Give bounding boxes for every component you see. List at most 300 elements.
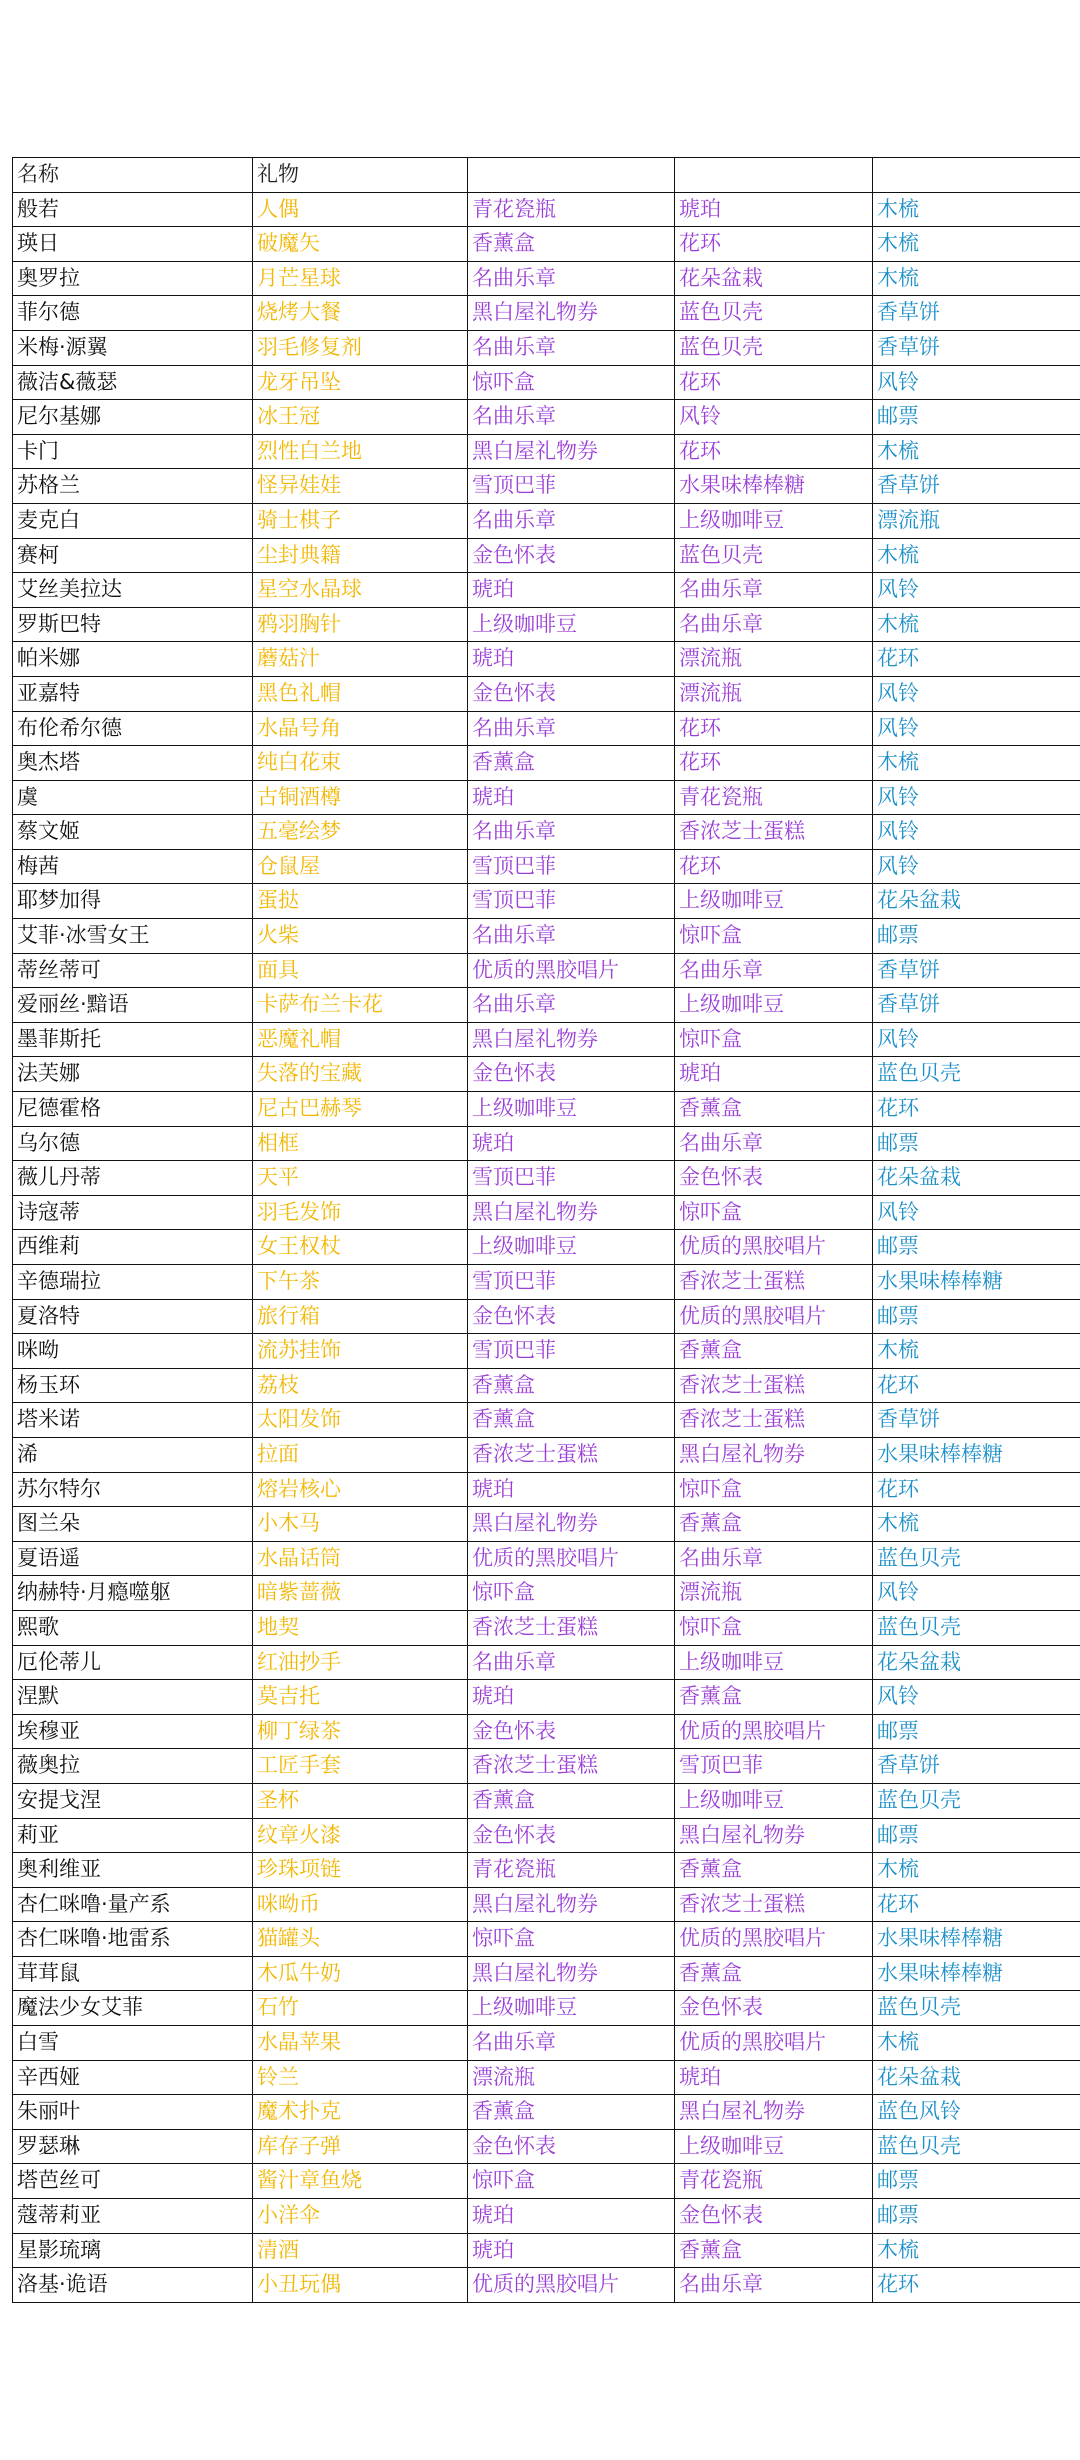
character-name-cell: 罗瑟琳 [13, 2129, 253, 2164]
exclusive-gift-cell: 木瓜牛奶 [253, 1956, 468, 1991]
character-name-cell: 辛西娅 [13, 2060, 253, 2095]
table-row [13, 815, 1080, 850]
table-row [13, 1161, 1080, 1196]
table-row [13, 1645, 1080, 1680]
character-name-cell: 西维莉 [13, 1230, 253, 1265]
gift-cell-2: 香薰盒 [468, 1783, 675, 1818]
exclusive-gift-cell: 相框 [253, 1126, 468, 1161]
gift-cell-2: 雪顶巴菲 [468, 469, 675, 504]
table-row [13, 2164, 1080, 2199]
character-name-cell: 埃穆亚 [13, 1714, 253, 1749]
gift-cell-2: 名曲乐章 [468, 988, 675, 1023]
exclusive-gift-cell: 小丑玩偶 [253, 2268, 468, 2303]
gift-cell-4: 邮票 [873, 1299, 1080, 1334]
character-name-cell: 魔法少女艾菲 [13, 1991, 253, 2026]
gift-cell-3: 香薰盒 [675, 1092, 873, 1127]
character-name-cell: 耶梦加得 [13, 884, 253, 919]
gift-cell-4: 水果味棒棒糖 [873, 1956, 1080, 1991]
gift-cell-3: 黑白屋礼物券 [675, 1437, 873, 1472]
table-row [13, 469, 1080, 504]
character-name-cell: 亚嘉特 [13, 676, 253, 711]
exclusive-gift-cell: 羽毛发饰 [253, 1195, 468, 1230]
gift-cell-4: 邮票 [873, 2199, 1080, 2234]
gift-cell-2: 琥珀 [468, 2199, 675, 2234]
character-name-cell: 杏仁咪噜·地雷系 [13, 1922, 253, 1957]
gift-cell-4: 邮票 [873, 919, 1080, 954]
gift-cell-2: 优质的黑胶唱片 [468, 953, 675, 988]
gift-cell-2: 青花瓷瓶 [468, 192, 675, 227]
gift-cell-3: 花朵盆栽 [675, 261, 873, 296]
character-name-cell: 熙歌 [13, 1610, 253, 1645]
gift-cell-3: 蓝色贝壳 [675, 296, 873, 331]
gift-cell-4: 木梳 [873, 607, 1080, 642]
character-name-cell: 薇儿丹蒂 [13, 1161, 253, 1196]
gift-cell-3: 漂流瓶 [675, 642, 873, 677]
gift-cell-4: 水果味棒棒糖 [873, 1265, 1080, 1300]
exclusive-gift-cell: 红油抄手 [253, 1645, 468, 1680]
gift-cell-4: 风铃 [873, 815, 1080, 850]
table-row [13, 642, 1080, 677]
exclusive-gift-cell: 烈性白兰地 [253, 434, 468, 469]
table-row [13, 884, 1080, 919]
exclusive-gift-cell: 尼古巴赫琴 [253, 1092, 468, 1127]
exclusive-gift-cell: 蘑菇汁 [253, 642, 468, 677]
gift-cell-4: 风铃 [873, 1195, 1080, 1230]
gift-cell-3: 优质的黑胶唱片 [675, 1922, 873, 1957]
gift-cell-4: 风铃 [873, 711, 1080, 746]
table-row [13, 1265, 1080, 1300]
gift-cell-4: 花环 [873, 642, 1080, 677]
character-name-cell: 米梅·源翼 [13, 330, 253, 365]
gift-cell-3: 金色怀表 [675, 1991, 873, 2026]
character-name-cell: 般若 [13, 192, 253, 227]
exclusive-gift-cell: 龙牙吊坠 [253, 365, 468, 400]
table-row [13, 434, 1080, 469]
gift-cell-2: 雪顶巴菲 [468, 1334, 675, 1369]
gift-cell-2: 上级咖啡豆 [468, 1230, 675, 1265]
exclusive-gift-cell: 库存子弹 [253, 2129, 468, 2164]
gift-cell-3: 香薰盒 [675, 1507, 873, 1542]
gift-cell-2: 名曲乐章 [468, 1645, 675, 1680]
gift-cell-2: 金色怀表 [468, 1299, 675, 1334]
gift-cell-3: 惊吓盒 [675, 1022, 873, 1057]
exclusive-gift-cell: 蛋挞 [253, 884, 468, 919]
exclusive-gift-cell: 小木马 [253, 1507, 468, 1542]
gift-cell-3: 上级咖啡豆 [675, 1783, 873, 1818]
exclusive-gift-cell: 咪呦币 [253, 1887, 468, 1922]
gift-cell-2: 琥珀 [468, 642, 675, 677]
gift-cell-4: 风铃 [873, 780, 1080, 815]
gift-cell-4: 木梳 [873, 2026, 1080, 2061]
gift-cell-4: 水果味棒棒糖 [873, 1437, 1080, 1472]
gift-cell-3: 漂流瓶 [675, 1576, 873, 1611]
gift-cell-4: 花朵盆栽 [873, 1161, 1080, 1196]
exclusive-gift-cell: 月芒星球 [253, 261, 468, 296]
gift-cell-4: 蓝色贝壳 [873, 1991, 1080, 2026]
gift-cell-4: 香草饼 [873, 296, 1080, 331]
gift-cell-4: 香草饼 [873, 330, 1080, 365]
table-row [13, 1576, 1080, 1611]
gift-cell-3: 黑白屋礼物券 [675, 2095, 873, 2130]
character-name-cell: 苏格兰 [13, 469, 253, 504]
table-row [13, 538, 1080, 573]
gift-cell-3: 优质的黑胶唱片 [675, 1714, 873, 1749]
exclusive-gift-cell: 熔岩核心 [253, 1472, 468, 1507]
gift-cell-4: 风铃 [873, 573, 1080, 608]
gift-cell-3: 惊吓盒 [675, 1195, 873, 1230]
gift-cell-4: 木梳 [873, 2233, 1080, 2268]
gift-cell-4: 木梳 [873, 1853, 1080, 1888]
character-name-cell: 墨菲斯托 [13, 1022, 253, 1057]
gift-cell-3: 雪顶巴菲 [675, 1749, 873, 1784]
table-row [13, 1334, 1080, 1369]
gift-cell-2: 香浓芝士蛋糕 [468, 1749, 675, 1784]
gift-cell-3: 名曲乐章 [675, 607, 873, 642]
gift-cell-4: 漂流瓶 [873, 503, 1080, 538]
exclusive-gift-cell: 破魔矢 [253, 227, 468, 262]
character-name-cell: 布伦希尔德 [13, 711, 253, 746]
gift-cell-4: 邮票 [873, 1230, 1080, 1265]
header-row [13, 158, 1080, 193]
character-name-cell: 艾丝美拉达 [13, 573, 253, 608]
table-row [13, 2233, 1080, 2268]
gift-cell-2: 香薰盒 [468, 227, 675, 262]
gift-cell-3: 花环 [675, 711, 873, 746]
table-row [13, 2095, 1080, 2130]
gift-cell-3: 香薰盒 [675, 1956, 873, 1991]
gift-cell-3: 香浓芝士蛋糕 [675, 1265, 873, 1300]
table-row [13, 1403, 1080, 1438]
table-row [13, 1853, 1080, 1888]
gift-cell-3: 青花瓷瓶 [675, 2164, 873, 2199]
gift-cell-4: 香草饼 [873, 469, 1080, 504]
character-name-cell: 洛基·诡语 [13, 2268, 253, 2303]
character-name-cell: 杨玉环 [13, 1368, 253, 1403]
gift-cell-4: 邮票 [873, 400, 1080, 435]
gift-cell-3: 名曲乐章 [675, 1126, 873, 1161]
gift-cell-2: 琥珀 [468, 1680, 675, 1715]
gift-cell-3: 金色怀表 [675, 2199, 873, 2234]
gift-cell-2: 上级咖啡豆 [468, 1991, 675, 2026]
table-row [13, 1956, 1080, 1991]
gift-cell-2: 金色怀表 [468, 1714, 675, 1749]
exclusive-gift-cell: 酱汁章鱼烧 [253, 2164, 468, 2199]
exclusive-gift-cell: 下午茶 [253, 1265, 468, 1300]
gift-cell-4: 风铃 [873, 1022, 1080, 1057]
exclusive-gift-cell: 纯白花束 [253, 746, 468, 781]
table-row [13, 1437, 1080, 1472]
table-row [13, 1714, 1080, 1749]
character-name-cell: 瑛日 [13, 227, 253, 262]
gift-cell-2: 上级咖啡豆 [468, 607, 675, 642]
gift-cell-3: 香浓芝士蛋糕 [675, 1403, 873, 1438]
gift-cell-3: 上级咖啡豆 [675, 503, 873, 538]
gift-cell-2: 黑白屋礼物券 [468, 1195, 675, 1230]
exclusive-gift-cell: 怪异娃娃 [253, 469, 468, 504]
exclusive-gift-cell: 面具 [253, 953, 468, 988]
exclusive-gift-cell: 冰王冠 [253, 400, 468, 435]
gift-cell-2: 香薰盒 [468, 2095, 675, 2130]
character-name-cell: 薇洁&薇瑟 [13, 365, 253, 400]
gift-cell-3: 香薰盒 [675, 1680, 873, 1715]
character-name-cell: 浠 [13, 1437, 253, 1472]
gift-cell-2: 名曲乐章 [468, 261, 675, 296]
gift-cell-3: 黑白屋礼物券 [675, 1818, 873, 1853]
gift-cell-2: 香薰盒 [468, 1368, 675, 1403]
gift-cell-2: 名曲乐章 [468, 503, 675, 538]
exclusive-gift-cell: 失落的宝藏 [253, 1057, 468, 1092]
exclusive-gift-cell: 莫吉托 [253, 1680, 468, 1715]
gift-cell-3: 花环 [675, 365, 873, 400]
gift-cell-3: 名曲乐章 [675, 953, 873, 988]
exclusive-gift-cell: 荔枝 [253, 1368, 468, 1403]
gift-cell-3: 琥珀 [675, 1057, 873, 1092]
character-name-cell: 夏语遥 [13, 1541, 253, 1576]
character-name-cell: 法芙娜 [13, 1057, 253, 1092]
gift-cell-4: 木梳 [873, 261, 1080, 296]
character-name-cell: 爱丽丝·黯语 [13, 988, 253, 1023]
table-row [13, 780, 1080, 815]
character-name-cell: 赛柯 [13, 538, 253, 573]
gift-cell-3: 琥珀 [675, 2060, 873, 2095]
gift-cell-3: 名曲乐章 [675, 1541, 873, 1576]
gift-cell-2: 黑白屋礼物券 [468, 1887, 675, 1922]
character-name-cell: 薇奥拉 [13, 1749, 253, 1784]
gift-cell-4: 蓝色风铃 [873, 2095, 1080, 2130]
gift-cell-4: 花环 [873, 1472, 1080, 1507]
gift-cell-3: 名曲乐章 [675, 2268, 873, 2303]
table-row [13, 1230, 1080, 1265]
table-row [13, 1195, 1080, 1230]
gift-cell-4: 木梳 [873, 746, 1080, 781]
gift-cell-3: 香薰盒 [675, 1334, 873, 1369]
table-row [13, 330, 1080, 365]
exclusive-gift-cell: 石竹 [253, 1991, 468, 2026]
exclusive-gift-cell: 猫罐头 [253, 1922, 468, 1957]
table-row [13, 1887, 1080, 1922]
gift-cell-2: 雪顶巴菲 [468, 884, 675, 919]
exclusive-gift-cell: 黑色礼帽 [253, 676, 468, 711]
character-name-cell: 星影琉璃 [13, 2233, 253, 2268]
table-row [13, 1126, 1080, 1161]
exclusive-gift-cell: 太阳发饰 [253, 1403, 468, 1438]
exclusive-gift-cell: 拉面 [253, 1437, 468, 1472]
exclusive-gift-cell: 柳丁绿茶 [253, 1714, 468, 1749]
exclusive-gift-cell: 工匠手套 [253, 1749, 468, 1784]
gift-cell-2: 黑白屋礼物券 [468, 1022, 675, 1057]
gift-cell-4: 邮票 [873, 1818, 1080, 1853]
gift-cell-4: 木梳 [873, 227, 1080, 262]
table-row [13, 573, 1080, 608]
exclusive-gift-cell: 五毫绘梦 [253, 815, 468, 850]
gift-cell-4: 邮票 [873, 1126, 1080, 1161]
character-name-cell: 梅茜 [13, 849, 253, 884]
gift-cell-2: 漂流瓶 [468, 2060, 675, 2095]
gift-cell-3: 花环 [675, 849, 873, 884]
gift-cell-4: 花朵盆栽 [873, 2060, 1080, 2095]
gift-cell-4: 风铃 [873, 1576, 1080, 1611]
exclusive-gift-cell: 水晶苹果 [253, 2026, 468, 2061]
gift-cell-2: 惊吓盒 [468, 1922, 675, 1957]
table-row [13, 607, 1080, 642]
character-name-cell: 苏尔特尔 [13, 1472, 253, 1507]
character-name-cell: 白雪 [13, 2026, 253, 2061]
table-row [13, 2129, 1080, 2164]
gift-cell-2: 名曲乐章 [468, 711, 675, 746]
gift-cell-3: 琥珀 [675, 192, 873, 227]
exclusive-gift-cell: 火柴 [253, 919, 468, 954]
table-row [13, 1299, 1080, 1334]
table-row [13, 227, 1080, 262]
gift-cell-3: 风铃 [675, 400, 873, 435]
character-name-cell: 乌尔德 [13, 1126, 253, 1161]
gift-cell-3: 花环 [675, 746, 873, 781]
gift-cell-3: 蓝色贝壳 [675, 330, 873, 365]
gift-cell-3: 上级咖啡豆 [675, 1645, 873, 1680]
gift-cell-2: 雪顶巴菲 [468, 1265, 675, 1300]
header-cell-gift: 礼物 [253, 158, 468, 193]
table-row [13, 1818, 1080, 1853]
table-row [13, 503, 1080, 538]
exclusive-gift-cell: 水晶号角 [253, 711, 468, 746]
gift-cell-4: 花朵盆栽 [873, 1645, 1080, 1680]
table-row [13, 1749, 1080, 1784]
table-row [13, 953, 1080, 988]
gift-cell-4: 香草饼 [873, 988, 1080, 1023]
gift-cell-2: 优质的黑胶唱片 [468, 2268, 675, 2303]
gift-cell-4: 木梳 [873, 1334, 1080, 1369]
exclusive-gift-cell: 暗紫蔷薇 [253, 1576, 468, 1611]
exclusive-gift-cell: 流苏挂饰 [253, 1334, 468, 1369]
character-name-cell: 厄伦蒂儿 [13, 1645, 253, 1680]
character-name-cell: 辛德瑞拉 [13, 1265, 253, 1300]
character-name-cell: 艾菲·冰雪女王 [13, 919, 253, 954]
exclusive-gift-cell: 旅行箱 [253, 1299, 468, 1334]
gift-cell-4: 木梳 [873, 1507, 1080, 1542]
gift-cell-4: 蓝色贝壳 [873, 1783, 1080, 1818]
character-name-cell: 咪呦 [13, 1334, 253, 1369]
table-row [13, 2199, 1080, 2234]
gift-cell-2: 上级咖啡豆 [468, 1092, 675, 1127]
table-row [13, 1783, 1080, 1818]
character-name-cell: 奥罗拉 [13, 261, 253, 296]
exclusive-gift-cell: 天平 [253, 1161, 468, 1196]
gift-cell-3: 优质的黑胶唱片 [675, 1299, 873, 1334]
exclusive-gift-cell: 圣杯 [253, 1783, 468, 1818]
gift-cell-3: 上级咖啡豆 [675, 884, 873, 919]
character-name-cell: 塔芭丝可 [13, 2164, 253, 2199]
table-row [13, 261, 1080, 296]
gift-cell-4: 花朵盆栽 [873, 884, 1080, 919]
gift-cell-4: 花环 [873, 1887, 1080, 1922]
exclusive-gift-cell: 魔术扑克 [253, 2095, 468, 2130]
table-row [13, 1507, 1080, 1542]
gift-cell-3: 优质的黑胶唱片 [675, 1230, 873, 1265]
gift-cell-4: 木梳 [873, 192, 1080, 227]
gift-cell-3: 香浓芝士蛋糕 [675, 815, 873, 850]
character-name-cell: 奥杰塔 [13, 746, 253, 781]
exclusive-gift-cell: 仓鼠屋 [253, 849, 468, 884]
table-row [13, 2268, 1080, 2303]
gift-cell-2: 金色怀表 [468, 1818, 675, 1853]
character-name-cell: 麦克白 [13, 503, 253, 538]
table-row [13, 1680, 1080, 1715]
gift-cell-2: 香浓芝士蛋糕 [468, 1610, 675, 1645]
character-name-cell: 卡门 [13, 434, 253, 469]
gift-cell-2: 名曲乐章 [468, 2026, 675, 2061]
exclusive-gift-cell: 卡萨布兰卡花 [253, 988, 468, 1023]
table-row [13, 192, 1080, 227]
table-row [13, 988, 1080, 1023]
gift-cell-4: 风铃 [873, 1680, 1080, 1715]
table-row [13, 1368, 1080, 1403]
character-name-cell: 塔米诺 [13, 1403, 253, 1438]
character-name-cell: 菲尔德 [13, 296, 253, 331]
gift-cell-2: 香薰盒 [468, 1403, 675, 1438]
exclusive-gift-cell: 烧烤大餐 [253, 296, 468, 331]
gift-cell-2: 香浓芝士蛋糕 [468, 1437, 675, 1472]
gift-cell-4: 香草饼 [873, 953, 1080, 988]
gift-cell-2: 黑白屋礼物券 [468, 1507, 675, 1542]
gift-cell-4: 花环 [873, 2268, 1080, 2303]
exclusive-gift-cell: 纹章火漆 [253, 1818, 468, 1853]
character-name-cell: 罗斯巴特 [13, 607, 253, 642]
gift-cell-2: 黑白屋礼物券 [468, 434, 675, 469]
gift-cell-3: 上级咖啡豆 [675, 2129, 873, 2164]
gift-cell-2: 名曲乐章 [468, 815, 675, 850]
header-cell-blank [675, 158, 873, 193]
header-cell-name: 名称 [13, 158, 253, 193]
table-row [13, 711, 1080, 746]
character-name-cell: 蔻蒂莉亚 [13, 2199, 253, 2234]
character-name-cell: 莉亚 [13, 1818, 253, 1853]
gift-cell-2: 琥珀 [468, 780, 675, 815]
table-row [13, 1610, 1080, 1645]
gift-cell-4: 邮票 [873, 1714, 1080, 1749]
exclusive-gift-cell: 地契 [253, 1610, 468, 1645]
gift-cell-4: 风铃 [873, 849, 1080, 884]
table-row [13, 1922, 1080, 1957]
gift-cell-2: 雪顶巴菲 [468, 1161, 675, 1196]
gift-cell-2: 琥珀 [468, 1126, 675, 1161]
gift-cell-2: 名曲乐章 [468, 330, 675, 365]
gift-cell-3: 香薰盒 [675, 1853, 873, 1888]
gift-cell-2: 黑白屋礼物券 [468, 296, 675, 331]
gift-cell-2: 琥珀 [468, 1472, 675, 1507]
character-name-cell: 夏洛特 [13, 1299, 253, 1334]
character-name-cell: 朱丽叶 [13, 2095, 253, 2130]
character-name-cell: 茸茸鼠 [13, 1956, 253, 1991]
gift-cell-3: 名曲乐章 [675, 573, 873, 608]
character-name-cell: 帕米娜 [13, 642, 253, 677]
character-name-cell: 蒂丝蒂可 [13, 953, 253, 988]
gift-cell-4: 风铃 [873, 365, 1080, 400]
table-row [13, 1092, 1080, 1127]
character-name-cell: 图兰朵 [13, 1507, 253, 1542]
exclusive-gift-cell: 恶魔礼帽 [253, 1022, 468, 1057]
gift-cell-3: 漂流瓶 [675, 676, 873, 711]
gift-cell-3: 青花瓷瓶 [675, 780, 873, 815]
exclusive-gift-cell: 清酒 [253, 2233, 468, 2268]
gift-cell-4: 蓝色贝壳 [873, 1057, 1080, 1092]
gift-cell-3: 香薰盒 [675, 2233, 873, 2268]
gift-cell-4: 水果味棒棒糖 [873, 1922, 1080, 1957]
exclusive-gift-cell: 鸦羽胸针 [253, 607, 468, 642]
character-name-cell: 纳赫特·月瘾噬躯 [13, 1576, 253, 1611]
character-name-cell: 诗寇蒂 [13, 1195, 253, 1230]
table-row [13, 365, 1080, 400]
gift-cell-2: 琥珀 [468, 573, 675, 608]
